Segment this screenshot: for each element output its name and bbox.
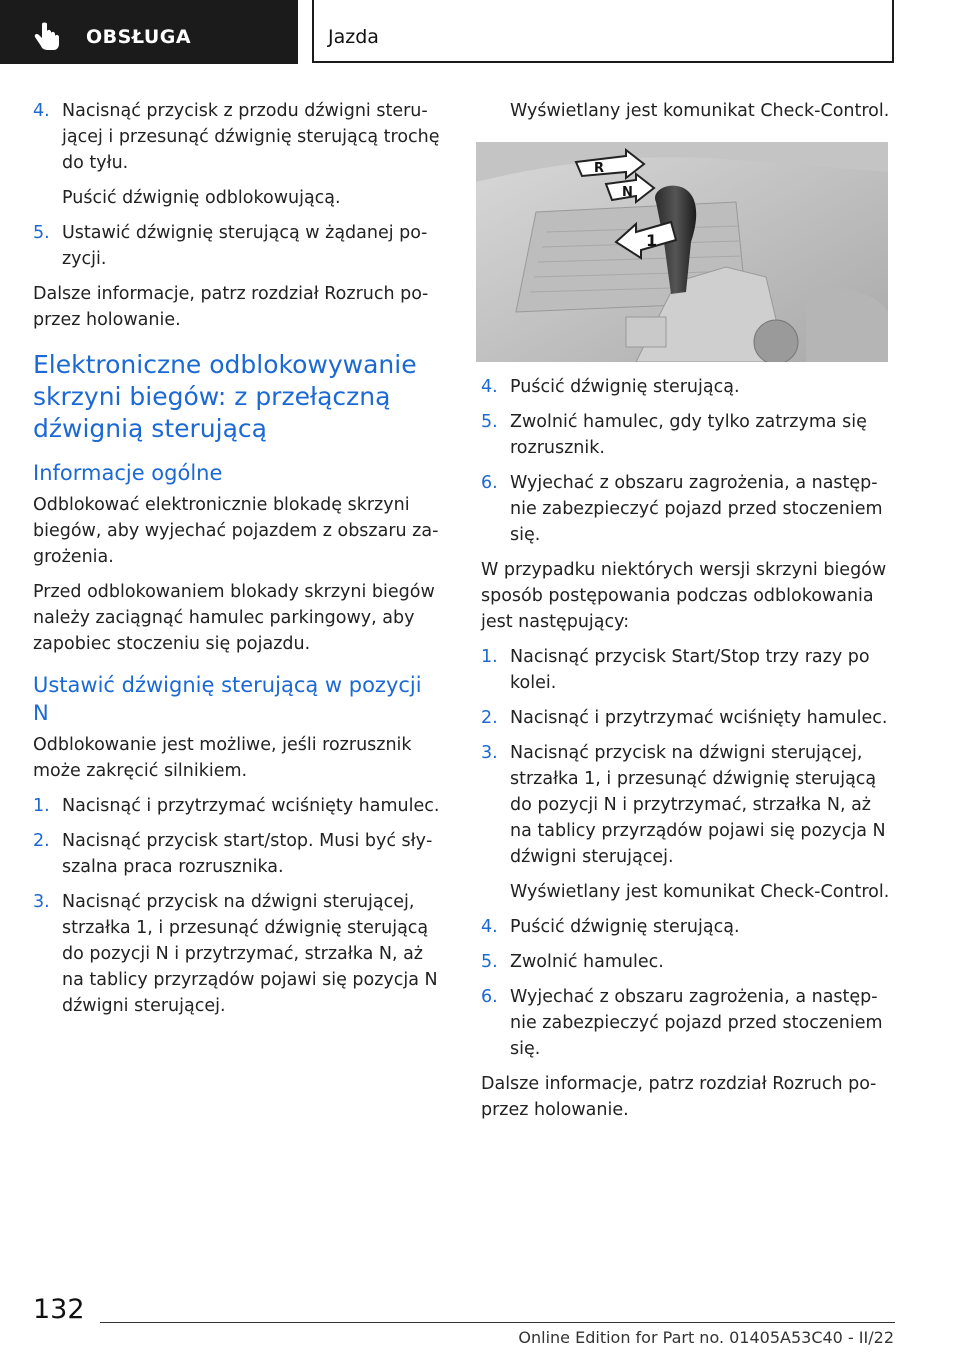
subheading-position-n: Ustawić dźwignię sterującą w pozycji N [33, 673, 422, 725]
list-number: 2. [481, 708, 498, 728]
list-text: Nacisnąć i przytrzymać wciśnięty hamulec. [510, 708, 888, 728]
list-continuation: Wyświetlany jest komunikat Check-Control. [510, 101, 890, 121]
list-item [481, 705, 893, 731]
edition-text: Online Edition for Part no. 01405A53C40 - II/22 [518, 1328, 894, 1347]
chapter-box [312, 0, 894, 63]
list-number: 5. [481, 952, 498, 972]
list-text: Nacisnąć i przytrzymać wciśnięty hamulec. [62, 796, 440, 816]
list-number: 6. [481, 473, 498, 493]
right-column [481, 98, 893, 1132]
list-text: Zwolnić hamulec, gdy tylko zatrzyma się rozrusznik. [510, 412, 867, 458]
list-item [33, 828, 443, 880]
list-item [33, 220, 443, 272]
section-tab [0, 0, 298, 64]
list-number: 1. [481, 647, 498, 667]
left-column [33, 98, 443, 1028]
arrow-label-1: 1 [646, 231, 658, 250]
list-number: 6. [481, 987, 498, 1007]
section-label: OBSŁUGA [86, 26, 192, 48]
list-number: 5. [481, 412, 498, 432]
paragraph: Dalsze informacje, patrz rozdział Rozruch poprzez holowanie. [481, 1074, 877, 1120]
list-item [481, 984, 893, 1062]
list-item [481, 949, 893, 975]
list-continuation: Wyświetlany jest komunikat Check-Control. [510, 882, 890, 902]
list-item [481, 409, 893, 461]
list-number: 1. [33, 796, 50, 816]
list-item [481, 914, 893, 940]
arrow-label-r: R [594, 161, 605, 176]
list-item [481, 644, 893, 696]
list-number: 4. [481, 377, 498, 397]
paragraph: Przed odblokowaniem blokady skrzyni biegów należy zaciągnąć hamulec parkingowy, aby zapobiec stoczeniu się pojazdu. [33, 582, 435, 654]
arrow-label-n: N [622, 185, 633, 200]
list-text: Wyjechać z obszaru zagrożenia, a następnie zabezpieczyć pojazd przed stoczeniem się. [510, 473, 883, 545]
list-item [481, 740, 893, 870]
list-number: 4. [33, 101, 50, 121]
list-text: Wyjechać z obszaru zagrożenia, a następnie zabezpieczyć pojazd przed stoczeniem się. [510, 987, 883, 1059]
subheading-general-info: Informacje ogólne [33, 461, 223, 485]
list-text: Nacisnąć przycisk na dźwigni sterującej, strzałka 1, i przesunąć dźwignię sterującą do pozycji N i przytrzymać, strzałka N, aż na tablicy przyrządów pojawi się pozycja N dźwigni sterującej. [510, 743, 886, 867]
paragraph: Odblokować elektronicznie blokadę skrzyni biegów, aby wyjechać pojazdem z obszaru zagrożenia. [33, 495, 439, 567]
list-number: 2. [33, 831, 50, 851]
list-item [481, 470, 893, 548]
hand-pointer-icon [30, 22, 62, 52]
list-text: Nacisnąć przycisk z przodu dźwigni sterującej i przesunąć dźwignię sterującą trochę do tyłu. [62, 101, 440, 173]
section-heading: Elektroniczne odblokowywanie skrzyni biegów: z przełączną dźwignią sterującą [33, 350, 417, 443]
list-number: 4. [481, 917, 498, 937]
list-item [33, 98, 443, 176]
list-text: Nacisnąć przycisk Start/Stop trzy razy po kolei. [510, 647, 870, 693]
list-text: Nacisnąć przycisk start/stop. Musi być słyszalna praca rozrusznika. [62, 831, 433, 877]
list-number: 3. [33, 892, 50, 912]
list-item [33, 889, 443, 1019]
list-text: Ustawić dźwignię sterującą w żądanej pozycji. [62, 223, 428, 269]
paragraph: Odblokowanie jest możliwe, jeśli rozrusznik może zakręcić silnikiem. [33, 735, 412, 781]
list-item [33, 793, 443, 819]
gear-selector-photo [476, 142, 888, 362]
paragraph: W przypadku niektórych wersji skrzyni biegów sposób postępowania podczas odblokowania jest następujący: [481, 560, 887, 632]
list-text: Zwolnić hamulec. [510, 952, 664, 972]
list-number: 5. [33, 223, 50, 243]
list-item [481, 374, 893, 400]
paragraph: Dalsze informacje, patrz rozdział Rozruch poprzez holowanie. [33, 284, 429, 330]
page-number: 132 [33, 1294, 85, 1325]
list-text: Nacisnąć przycisk na dźwigni sterującej, strzałka 1, i przesunąć dźwignię sterującą do pozycji N i przytrzymać, strzałka N, aż na tablicy przyrządów pojawi się pozycja N dźwigni sterującej. [62, 892, 438, 1016]
list-text: Puścić dźwignię sterującą. [510, 917, 740, 937]
list-text: Puścić dźwignię sterującą. [510, 377, 740, 397]
list-continuation: Puścić dźwignię odblokowującą. [62, 188, 341, 208]
footer-divider [100, 1322, 895, 1323]
chapter-label: Jazda [328, 26, 379, 48]
list-number: 3. [481, 743, 498, 763]
